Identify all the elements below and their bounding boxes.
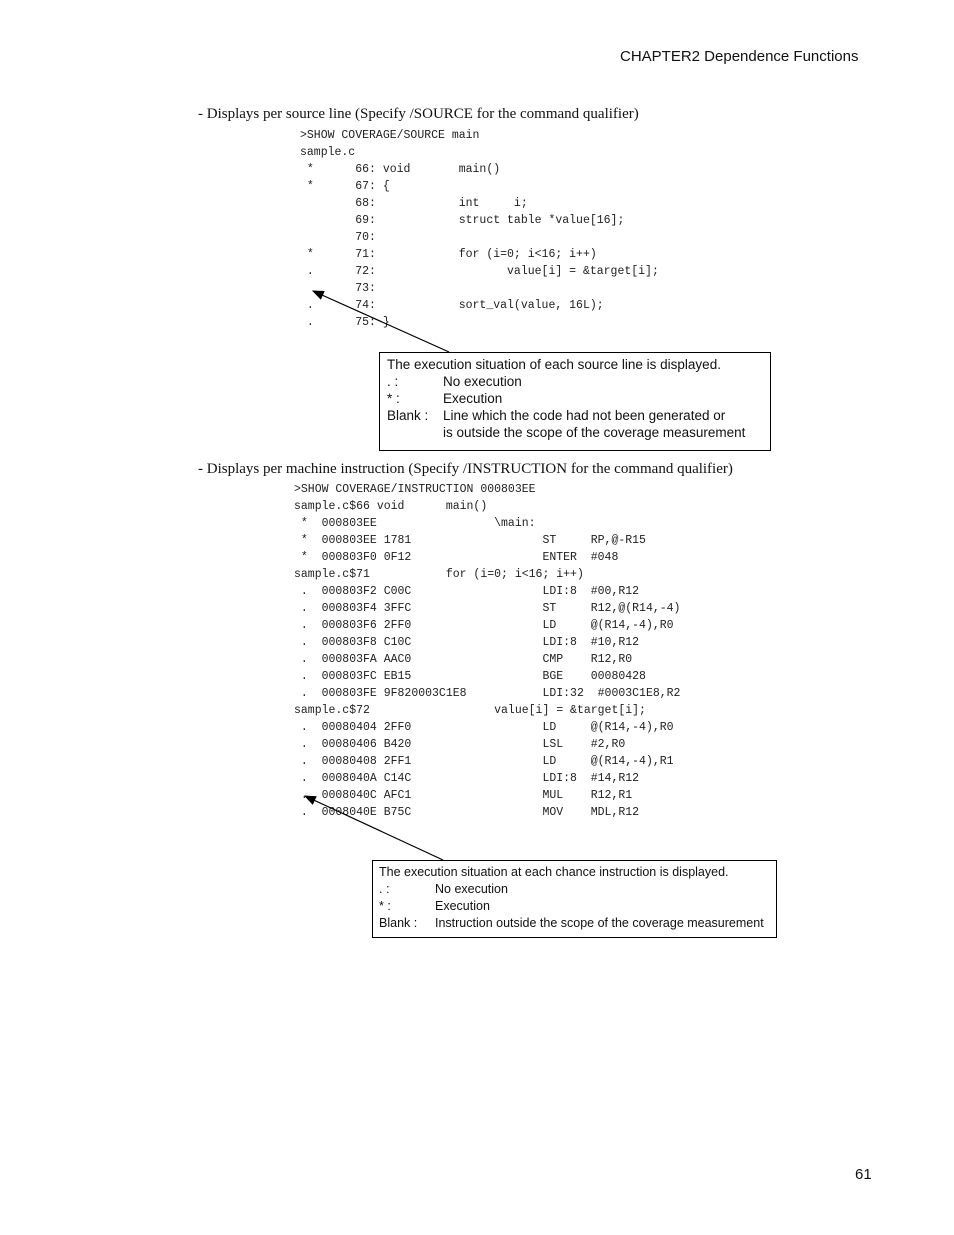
arrow-instruction <box>305 796 443 860</box>
code-line: * 67: { <box>300 180 390 193</box>
legend-key: . : <box>379 882 390 896</box>
page-number: 61 <box>855 1166 872 1183</box>
legend-key: Blank : <box>379 916 418 930</box>
legend-description: Execution <box>435 899 490 913</box>
code-line: . 000803F6 2FF0 LD @(R14,-4),R0 <box>294 619 674 632</box>
arrow-source <box>313 291 449 352</box>
code-line: 70: <box>300 231 376 244</box>
code-line: . 000803F2 C00C LDI:8 #00,R12 <box>294 585 640 598</box>
code-line: * 66: void main() <box>300 163 501 176</box>
code-line: 73: <box>300 282 376 295</box>
code-line: . 00080408 2FF1 LD @(R14,-4),R1 <box>294 755 674 768</box>
code-line: >SHOW COVERAGE/INSTRUCTION 000803EE <box>294 483 536 496</box>
code-line: 68: int i; <box>300 197 528 210</box>
legend-key: Blank : <box>387 408 429 423</box>
legend-description: No execution <box>443 374 522 389</box>
legend-description: Instruction outside the scope of the coverage measurement <box>435 916 764 930</box>
code-line: . 000803F8 C10C LDI:8 #10,R12 <box>294 636 640 649</box>
code-line: . 0008040A C14C LDI:8 #14,R12 <box>294 772 640 785</box>
code-line: . 000803F4 3FFC ST R12,@(R14,-4) <box>294 602 681 615</box>
code-line: . 0008040C AFC1 MUL R12,R1 <box>294 789 633 802</box>
code-line: . 72: value[i] = &target[i]; <box>300 265 659 278</box>
legend-key: * : <box>379 899 391 913</box>
code-line: sample.c$71 for (i=0; i<16; i++) <box>294 568 584 581</box>
legend-key: * : <box>387 391 400 406</box>
code-line: sample.c$72 value[i] = &target[i]; <box>294 704 646 717</box>
section-heading-source: - Displays per source line (Specify /SOURCE for the command qualifier) <box>198 106 639 122</box>
callout-title: The execution situation of each source line is displayed. <box>387 357 721 372</box>
code-line: sample.c$66 void main() <box>294 500 488 513</box>
code-line: * 000803EE \main: <box>294 517 536 530</box>
legend-description: Line which the code had not been generated or is outside the scope of the coverage measurement <box>443 408 746 440</box>
section-heading-instruction: - Displays per machine instruction (Specify /INSTRUCTION for the command qualifier) <box>198 461 733 477</box>
code-line: . 000803FE 9F820003C1E8 LDI:32 #0003C1E8,R2 <box>294 687 681 700</box>
callout-title: The execution situation at each chance instruction is displayed. <box>379 865 729 879</box>
code-line: * 000803F0 0F12 ENTER #048 <box>294 551 619 564</box>
code-line: >SHOW COVERAGE/SOURCE main <box>300 129 480 142</box>
code-line: . 75: } <box>300 316 390 329</box>
code-line: 69: struct table *value[16]; <box>300 214 625 227</box>
code-line: * 000803EE 1781 ST RP,@-R15 <box>294 534 646 547</box>
code-line: . 00080406 B420 LSL #2,R0 <box>294 738 626 751</box>
code-line: sample.c <box>300 146 356 159</box>
code-line: . 000803FA AAC0 CMP R12,R0 <box>294 653 633 666</box>
code-line: . 74: sort_val(value, 16L); <box>300 299 604 312</box>
code-line: . 00080404 2FF0 LD @(R14,-4),R0 <box>294 721 674 734</box>
legend-description: Execution <box>443 391 503 406</box>
code-line: . 0008040E B75C MOV MDL,R12 <box>294 806 640 819</box>
legend-key: . : <box>387 374 399 389</box>
legend-description: No execution <box>435 882 508 896</box>
chapter-header: CHAPTER2 Dependence Functions <box>620 48 859 65</box>
code-line: . 000803FC EB15 BGE 00080428 <box>294 670 646 683</box>
code-line: * 71: for (i=0; i<16; i++) <box>300 248 597 261</box>
